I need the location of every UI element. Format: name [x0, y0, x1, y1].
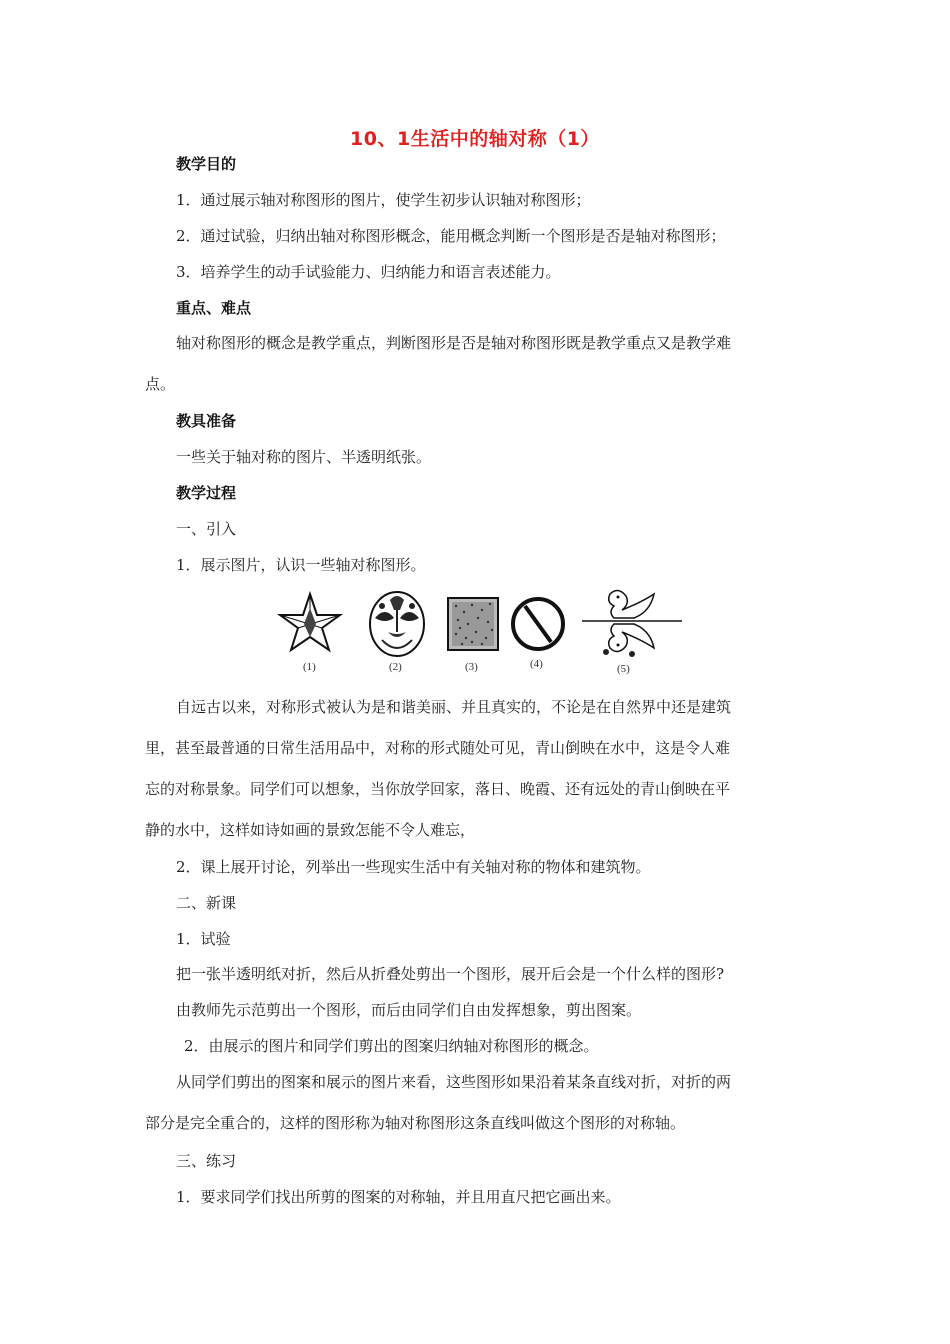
intro-heading: 一、引入 — [176, 520, 237, 538]
intro-item-2: 2．课上展开讨论，列举出一些现实生活中有关轴对称的物体和建筑物。 — [176, 858, 651, 876]
figure-label-2: (2) — [389, 661, 402, 673]
objectives-heading: 教学目的 — [176, 155, 237, 173]
process-heading: 教学过程 — [176, 484, 237, 502]
keypoints-line-1: 轴对称图形的概念是教学重点，判断图形是否是轴对称图形既是教学重点又是教学难 — [176, 334, 732, 352]
objective-3: 3．培养学生的动手试验能力、归纳能力和语言表述能力。 — [176, 263, 561, 281]
paragraph-1-line-2: 里，甚至最普通的日常生活用品中，对称的形式随处可见，青山倒映在水中，这是令人难 — [145, 739, 731, 757]
objective-2: 2．通过试验，归纳出轴对称图形概念，能用概念判断一个图形是否是轴对称图形； — [176, 227, 726, 245]
new-item-1-text-a: 把一张半透明纸对折，然后从折叠处剪出一个图形，展开后会是一个什么样的图形? — [176, 965, 725, 983]
paragraph-1-line-1: 自远古以来，对称形式被认为是和谐美丽、并且真实的，不论是在自然界中还是建筑 — [176, 698, 732, 716]
figure-label-1: (1) — [303, 661, 316, 673]
materials-text: 一些关于轴对称的图片、半透明纸张。 — [176, 448, 432, 466]
square-figure — [448, 598, 498, 650]
page-title: 10、1生活中的轴对称（1） — [350, 128, 600, 150]
new-item-2: 2．由展示的图片和同学们剪出的图案归纳轴对称图形的概念。 — [184, 1037, 599, 1055]
star-figure — [280, 594, 340, 650]
intro-item-1: 1．展示图片，认识一些轴对称图形。 — [176, 556, 426, 574]
duck-reflection-figure — [582, 590, 682, 657]
new-lesson-heading: 二、新课 — [176, 894, 237, 912]
paragraph-1-line-4: 静的水中，这样如诗如画的景致怎能不令人难忘， — [145, 821, 476, 839]
materials-heading: 教具准备 — [176, 412, 237, 430]
figure-label-4: (4) — [530, 658, 543, 670]
new-item-1: 1．试验 — [176, 930, 231, 948]
mask-figure — [370, 592, 424, 656]
paragraph-2-line-2: 部分是完全重合的，这样的图形称为轴对称图形这条直线叫做这个图形的对称轴。 — [145, 1114, 686, 1132]
keypoints-line-2: 点。 — [145, 375, 176, 393]
symmetry-figures — [270, 588, 690, 680]
keypoints-heading: 重点、难点 — [176, 299, 252, 317]
new-item-1-text-b: 由教师先示范剪出一个图形，而后由同学们自由发挥想象，剪出图案。 — [176, 1001, 642, 1019]
no-sign-figure — [513, 599, 563, 649]
paragraph-1-line-3: 忘的对称景象。同学们可以想象，当你放学回家，落日、晚霞、还有远处的青山倒映在平 — [145, 780, 731, 798]
practice-heading: 三、练习 — [176, 1152, 237, 1170]
figure-label-3: (3) — [465, 661, 478, 673]
figure-label-5: (5) — [617, 663, 630, 675]
practice-item-1: 1．要求同学们找出所剪的图案的对称轴，并且用直尺把它画出来。 — [176, 1188, 621, 1206]
paragraph-2-line-1: 从同学们剪出的图案和展示的图片来看，这些图形如果沿着某条直线对折，对折的两 — [176, 1073, 732, 1091]
objective-1: 1．通过展示轴对称图形的图片，使学生初步认识轴对称图形； — [176, 191, 591, 209]
